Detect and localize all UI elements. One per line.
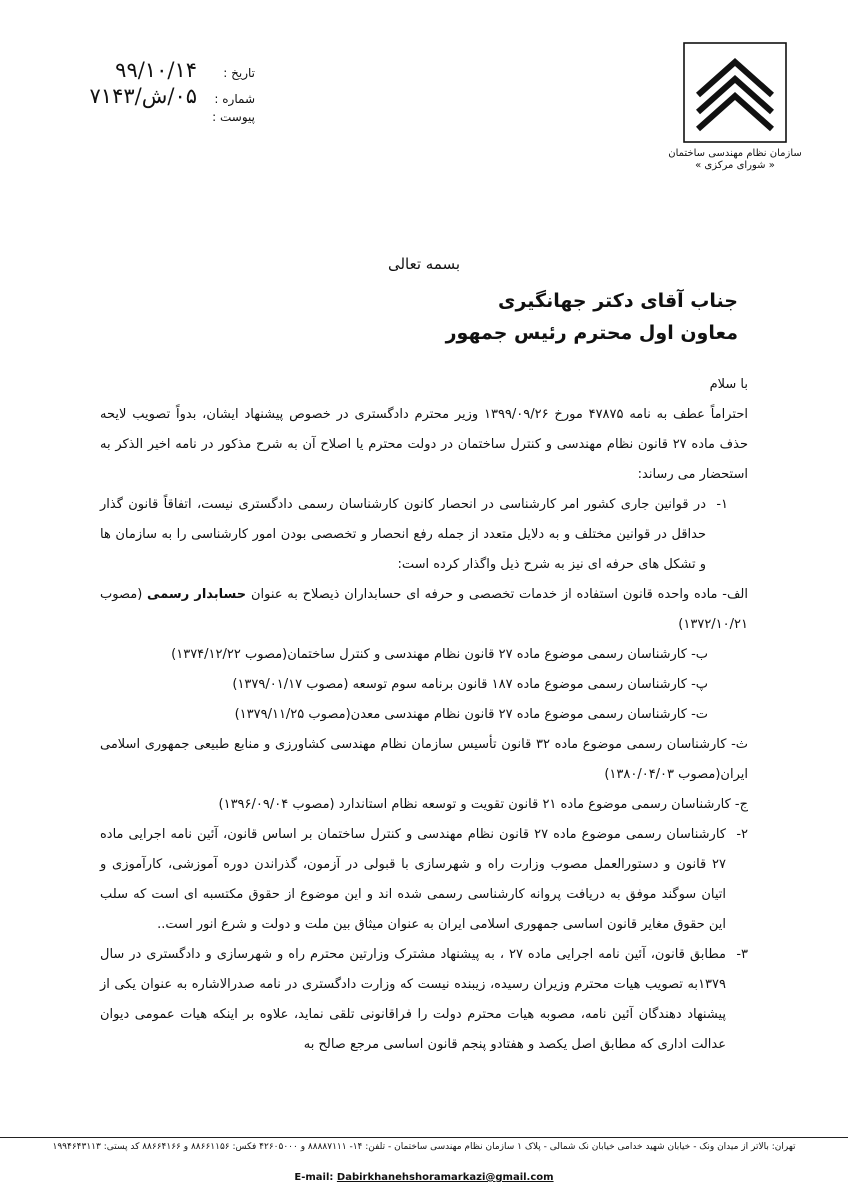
- addressee-line-2: معاون اول محترم رئیس جمهور: [445, 322, 738, 344]
- date-label: تاریخ :: [223, 66, 255, 80]
- sub-item-a-prefix: الف- ماده واحده قانون استفاده از خدمات تخصصی و حرفه ای حسابداران ذیصلاح به عنوان: [250, 587, 748, 602]
- sub-item-th: ث- کارشناسان رسمی موضوع ماده ۳۲ قانون تأسیس سازمان نظام مهندسی کشاورزی و منابع طبیعی جمهوری اسلامی ایران(مصوب ۱۳۸۰/۰۴/۰۳): [100, 737, 748, 782]
- date-row: [55, 58, 255, 84]
- sub-item-p: پ- کارشناسان رسمی موضوع ماده ۱۸۷ قانون برنامه سوم توسعه (مصوب ۱۳۷۹/۰۱/۱۷): [232, 677, 708, 692]
- number-row: [55, 84, 255, 110]
- email-link[interactable]: Dabirkhanehshoramarkazi@gmail.com: [336, 1172, 554, 1183]
- item-2: [100, 820, 748, 940]
- sub-item-a: [100, 580, 748, 640]
- letter-meta: [55, 58, 255, 136]
- footer-email-row: [0, 1172, 848, 1183]
- sub-item-t: ت- کارشناسان رسمی موضوع ماده ۲۷ قانون نظام مهندسی معدن(مصوب ۱۳۷۹/۱۱/۲۵): [234, 707, 708, 722]
- org-name: سازمان نظام مهندسی ساختمان: [668, 148, 802, 159]
- item-2-text: کارشناسان رسمی موضوع ماده ۲۷ قانون نظام مهندسی و کنترل ساختمان بر اساس قانون، آئین نامه اجرایی ماده ۲۷ قانون و دستورالعمل مصوب وزارت راه و شهرسازی با قبولی در آزمون، گذراندن دوره آموزشی، کارآموزی و اتیان سوگند موفق به دریافت پروانه کارشناسی رسمی شده اند و این موضوع از حقوق مکتسبه ای است که سلب این حقوق مغایر قانون اساسی جمهوری اسلامی ایران به عنوان میثاق بین ملت و دولت و شرع انور است..: [100, 827, 726, 932]
- item-1-number: ۱-: [716, 497, 728, 512]
- item-1-text: در قوانین جاری کشور امر کارشناسی در انحصار کانون کارشناسان رسمی دادگستری نیست، اتفاقاً قانون گذار حداقل در قوانین مختلف و به دلایل متعدد از جمله رفع انحصار و تخصصی بودن امور کارشناسی را به سازمان ها و تشکل های حرفه ای نیز به شرح ذیل واگذار کرده است:: [100, 497, 706, 572]
- item-3-text: مطابق قانون، آئین نامه اجرایی ماده ۲۷ ، به پیشنهاد مشترک وزارتین محترم راه و شهرسازی و دادگستری در سال ۱۳۷۹به تصویب هیات محترم وزیران رسیده، زیبنده نیست که وزارت دادگستری در نامه صدرالاشاره به عنوان یکی از پیشنهاد دهندگان آئین نامه، مصوبه هیات محترم دولت را فراقانونی تلقی نماید، علاوه بر اینکه هیات عمومی دیوان عدالت اداری که مطابق اصل یکصد و هفتادو پنجم قانون اساسی مرجع صالح به: [100, 947, 726, 1052]
- number-value: ۰۵/ش/۷۱۴۳: [89, 84, 197, 108]
- item-1: [100, 490, 728, 580]
- footer-address: تهران: بالاتر از میدان ونک - خیابان شهید خدامی خیابان نک شمالی - پلاک ۱ سازمان نظام مهندسی ساختمان - تلفن: ۱۴- ۸۸۸۸۷۱۱۱ و ۴۲۶۰۵۰۰۰ فکس: ۸۸۶۶۱۱۵۶ و ۸۸۶۶۴۱۶۶ کد پستی: ۱۹۹۴۶۴۳۱۱۳: [52, 1142, 796, 1152]
- number-label: شماره :: [214, 92, 255, 106]
- addressee: [446, 285, 738, 349]
- item-3-number: ۳-: [736, 947, 748, 962]
- sub-item-j: ج- کارشناسان رسمی موضوع ماده ۲۱ قانون تقویت و توسعه نظام استاندارد (مصوب ۱۳۹۶/۰۹/۰۴): [218, 797, 748, 812]
- email-label: E-mail:: [294, 1172, 334, 1183]
- footer-divider: [0, 1137, 848, 1138]
- letter-body: [100, 370, 748, 1060]
- sub-item-a-suffix: (مصوب ۱۳۷۲/۱۰/۲۱): [100, 587, 748, 632]
- date-value: ۹۹/۱۰/۱۴: [115, 58, 197, 82]
- org-logo-block: [660, 40, 810, 172]
- org-subtitle: « شورای مرکزی »: [695, 160, 775, 171]
- greeting: با سلام: [709, 377, 748, 392]
- attachment-label: پیوست :: [212, 110, 255, 124]
- org-logo-icon: [680, 40, 790, 145]
- sub-item-b: ب- کارشناسان رسمی موضوع ماده ۲۷ قانون نظام مهندسی و کنترل ساختمان(مصوب ۱۳۷۴/۱۲/۲۲): [171, 647, 708, 662]
- attachment-row: [55, 110, 255, 136]
- item-3: [100, 940, 748, 1060]
- basmala: بسمه تعالی: [387, 255, 461, 273]
- intro-paragraph: احتراماً عطف به نامه ۴۷۸۷۵ مورخ ۱۳۹۹/۰۹/۲۶ وزیر محترم دادگستری در خصوص پیشنهاد ایشان، بدواً تصویب لایحه حذف ماده ۲۷ قانون نظام مهندسی و کنترل ساختمان در دولت محترم یا اصلاح آن به شرح مذکور در نامه اخیر الذکر به استحضار می رساند:: [100, 407, 748, 482]
- item-2-number: ۲-: [736, 827, 748, 842]
- addressee-line-1: جناب آقای دکتر جهانگیری: [498, 290, 738, 312]
- sub-item-a-bold: حسابدار رسمی: [147, 587, 247, 602]
